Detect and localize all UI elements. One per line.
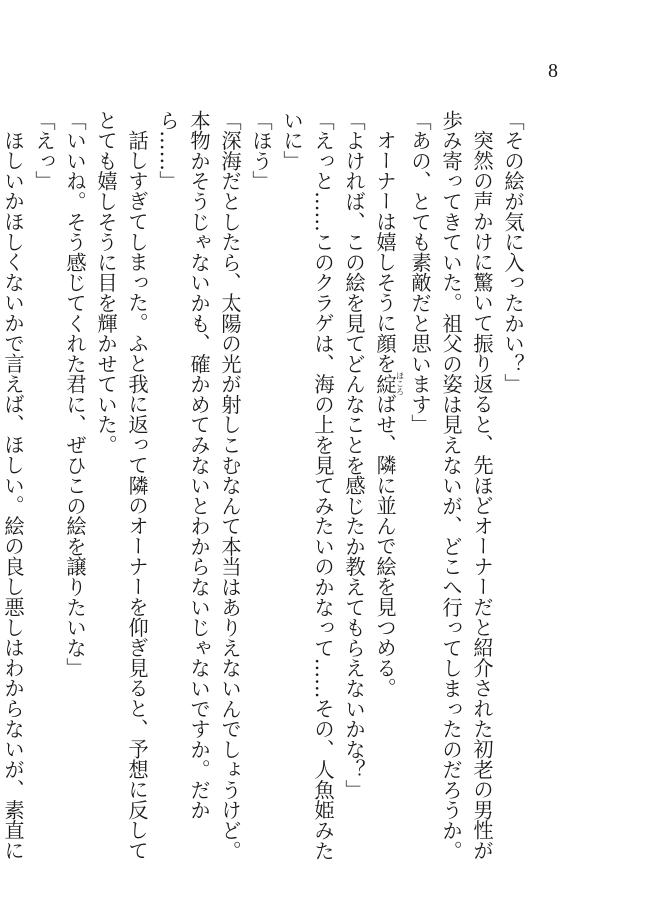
paragraph: ほしいかほしくないかで言えば、ほしい。絵の良し悪しはわからないが、素直に bbox=[1, 130, 25, 861]
paragraph: 「あの、とても素敵だと思います」 bbox=[408, 110, 432, 435]
paragraph bbox=[369, 110, 404, 870]
ruby-word bbox=[373, 371, 405, 396]
ruby-base: 綻 bbox=[373, 371, 397, 396]
page-number: 8 bbox=[548, 60, 558, 82]
paragraph: 「ほう」 bbox=[249, 110, 273, 192]
paragraph: 「その絵が気に入ったかい？」 bbox=[501, 110, 525, 395]
paragraph: 「いいね。そう感じてくれた君に、ぜひこの絵を譲りたいな」 bbox=[63, 110, 87, 679]
paragraph: 「えっと……このクラゲは、海の上を見てみたいのかなって……その、人魚姫みたいに」 bbox=[280, 110, 335, 861]
paragraph: 突然の声かけに驚いて振り返ると、先ほどオーナーだと紹介された初老の男性が歩み寄ってきていた。祖父の姿は見えないが、どこへ行ってしまったのだろうか。 bbox=[439, 110, 494, 861]
text-segment: ばせ、隣に並んで絵を見つめる。 bbox=[373, 394, 397, 699]
paragraph: 「深海だとしたら、太陽の光が射しこむなんて本当はありえないんでしょうけど。本物かそうじゃないかも、確かめてみないとわからないじゃないですか。だから……」 bbox=[156, 110, 242, 861]
paragraph: 話しすぎてしまった。ふと我に返って隣のオーナーを仰ぎ見ると、予想に反してとても嬉しそうに目を輝かせていた。 bbox=[94, 110, 149, 861]
paragraph: 「えっ」 bbox=[32, 110, 56, 192]
ruby-reading: ほころ bbox=[395, 371, 405, 396]
body-text bbox=[1, 110, 528, 870]
text-segment: オーナーは嬉しそうに顔を bbox=[373, 130, 397, 374]
paragraph: 「よければ、この絵を見てどんなことを感じたか教えてもらえないかな？」 bbox=[342, 110, 366, 800]
